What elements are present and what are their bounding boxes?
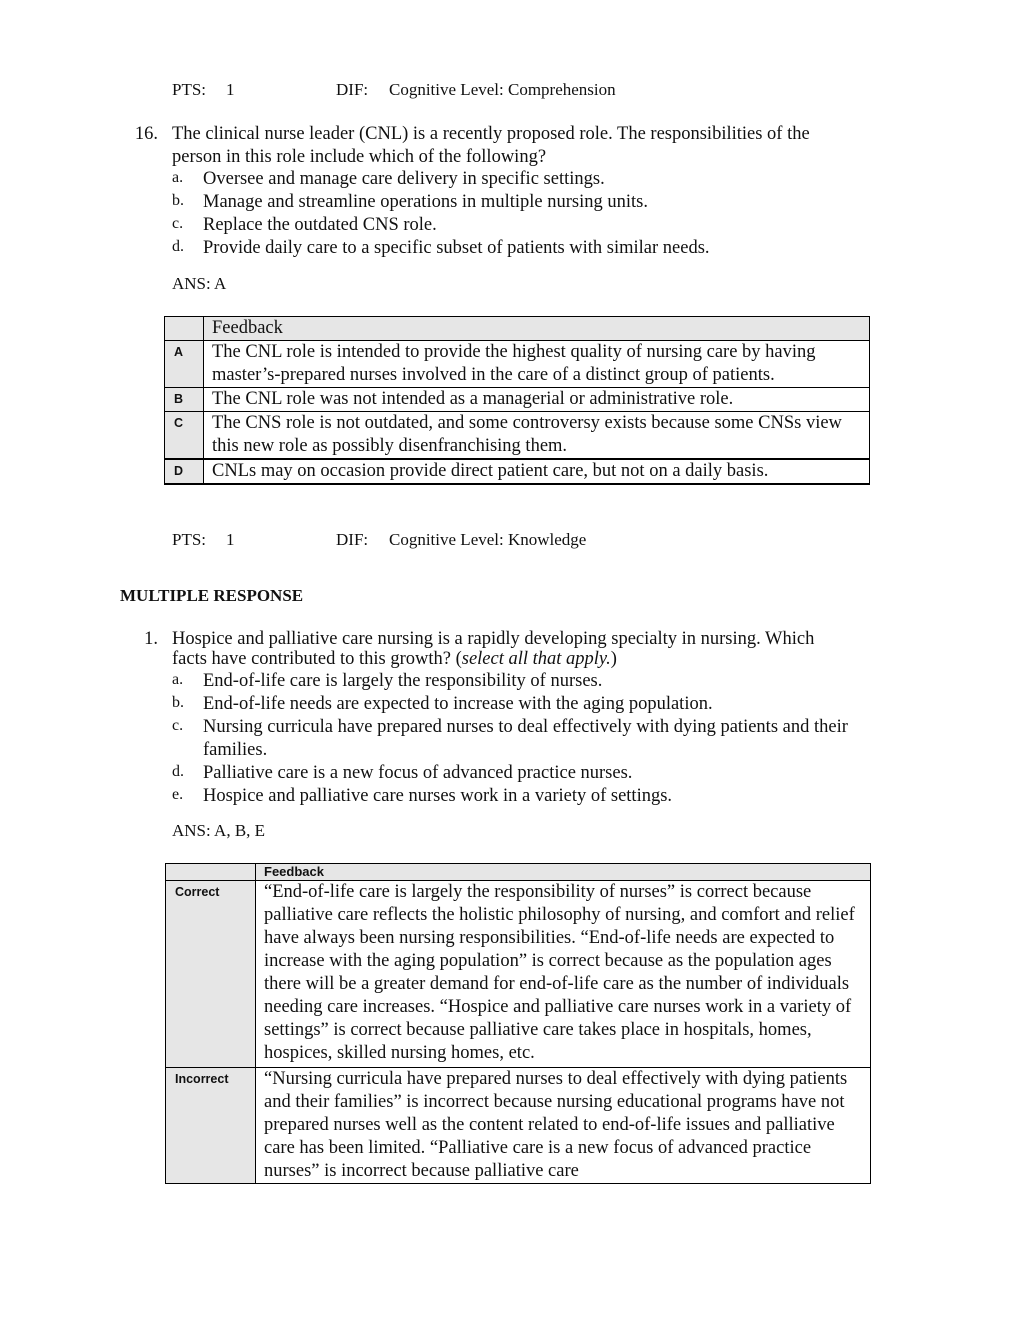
q16-option-b-text: Manage and streamline operations in multiple nursing units. — [203, 192, 648, 212]
mr1-feedback-key-incorrect: Incorrect — [166, 1068, 256, 1184]
q16-feedback-table — [164, 316, 870, 485]
q16-feedback-corner — [165, 317, 204, 341]
q15-dif-label: DIF: — [336, 80, 369, 99]
q16-answer: ANS: A — [172, 274, 227, 293]
mr1-feedback-header-row — [166, 864, 871, 881]
q16-stem-line-2: person in this role include which of the following? — [172, 147, 547, 167]
q16-feedback-row-a — [165, 341, 870, 388]
q16-feedback-key-a: A — [165, 341, 204, 388]
mr1-answer: ANS: A, B, E — [172, 821, 266, 840]
mr1-stem-prefix: facts have contributed to this growth? ( — [172, 649, 462, 669]
q16-pts-label: PTS: — [172, 530, 207, 549]
mr1-option-a-letter: a. — [172, 671, 184, 688]
mr1-feedback-corner — [166, 864, 256, 881]
mr1-feedback-key-correct: Correct — [166, 881, 256, 1068]
q16-option-b-letter: b. — [172, 192, 184, 209]
q16-dif-value: Cognitive Level: Knowledge — [389, 530, 587, 549]
q16-option-d-letter: d. — [172, 238, 184, 255]
mr1-option-d-text: Palliative care is a new focus of advanced practice nurses. — [203, 763, 633, 783]
q16-feedback-text-c: The CNS role is not outdated, and some controversy exists because some CNSs view this new role as possibly disenfranchising them. — [204, 412, 870, 460]
mr1-option-a-text: End-of-life care is largely the responsibility of nurses. — [203, 671, 603, 691]
mr1-feedback-header: Feedback — [256, 864, 871, 881]
mr1-stem-italic: select all that apply. — [461, 649, 611, 669]
mr1-feedback-text-incorrect: “Nursing curricula have prepared nurses to deal effectively with dying patients and their families” is incorrect because nursing educational programs have not prepared nurses well as the content related to end-of-life issues and palliative care has been limited. “Palliative care is a new focus of advanced practice nurses” is incorrect because palliative care — [256, 1068, 871, 1184]
mr1-feedback-text-correct: “End-of-life care is largely the responsibility of nurses” is correct because palliative care reflects the holistic philosophy of nursing, and comfort and relief have always been nursing responsibilities. “End-of-life needs are expected to increase with the aging population” is correct because as the population ages there will be a greater demand for end-of-life care as the number of individuals needing care increases. “Hospice and palliative care nurses work in a variety of settings” is correct because palliative care takes place in hospitals, homes, hospices, skilled nursing homes, etc. — [256, 881, 871, 1068]
mr1-feedback-row-incorrect — [166, 1068, 871, 1184]
q15-pts-label: PTS: — [172, 80, 207, 99]
mr1-number: 1. — [144, 629, 158, 649]
q16-feedback-key-c: C — [165, 412, 204, 460]
mr1-option-b-text: End-of-life needs are expected to increase with the aging population. — [203, 694, 713, 714]
q16-option-c-text: Replace the outdated CNS role. — [203, 215, 437, 235]
q16-feedback-text-d: CNLs may on occasion provide direct patient care, but not on a daily basis. — [204, 459, 870, 484]
q16-dif-label: DIF: — [336, 530, 369, 549]
q16-feedback-row-b — [165, 388, 870, 412]
mr1-stem-line-1: Hospice and palliative care nursing is a rapidly developing specialty in nursing. Which — [172, 629, 815, 649]
mr1-option-b-letter: b. — [172, 694, 184, 711]
q16-option-a-text: Oversee and manage care delivery in specific settings. — [203, 169, 605, 189]
q16-option-c-letter: c. — [172, 215, 184, 232]
q16-feedback-key-b: B — [165, 388, 204, 412]
q16-stem-line-1: The clinical nurse leader (CNL) is a recently proposed role. The responsibilities of the — [172, 124, 810, 144]
q16-feedback-header: Feedback — [204, 317, 870, 341]
mr1-feedback-row-correct — [166, 881, 871, 1068]
mr1-stem-line-2 — [172, 648, 872, 671]
q16-option-a-letter: a. — [172, 169, 184, 186]
q16-feedback-text-b: The CNL role was not intended as a managerial or administrative role. — [204, 388, 870, 412]
mr1-option-c-text: Nursing curricula have prepared nurses to deal effectively with dying patients and their families. — [203, 717, 848, 760]
q15-dif-value: Cognitive Level: Comprehension — [389, 80, 616, 99]
section-title: MULTIPLE RESPONSE — [120, 586, 304, 605]
q16-feedback-row-d — [165, 459, 870, 484]
q16-pts-value: 1 — [226, 530, 235, 549]
q15-pts-value: 1 — [226, 80, 235, 99]
q16-option-d-text: Provide daily care to a specific subset of patients with similar needs. — [203, 238, 710, 258]
mr1-option-e-letter: e. — [172, 786, 184, 803]
mr1-option-c-letter: c. — [172, 717, 184, 734]
q16-feedback-key-d: D — [165, 459, 204, 484]
mr1-feedback-table — [165, 863, 871, 1184]
q16-feedback-row-c — [165, 412, 870, 460]
q16-feedback-text-a: The CNL role is intended to provide the highest quality of nursing care by having master’s-prepared nurses involved in the care of a distinct group of patients. — [204, 341, 870, 388]
q16-number: 16. — [134, 124, 158, 144]
mr1-stem-suffix: ) — [610, 649, 617, 669]
q16-feedback-header-row — [165, 317, 870, 341]
mr1-option-e-text: Hospice and palliative care nurses work in a variety of settings. — [203, 786, 673, 806]
mr1-option-d-letter: d. — [172, 763, 184, 780]
